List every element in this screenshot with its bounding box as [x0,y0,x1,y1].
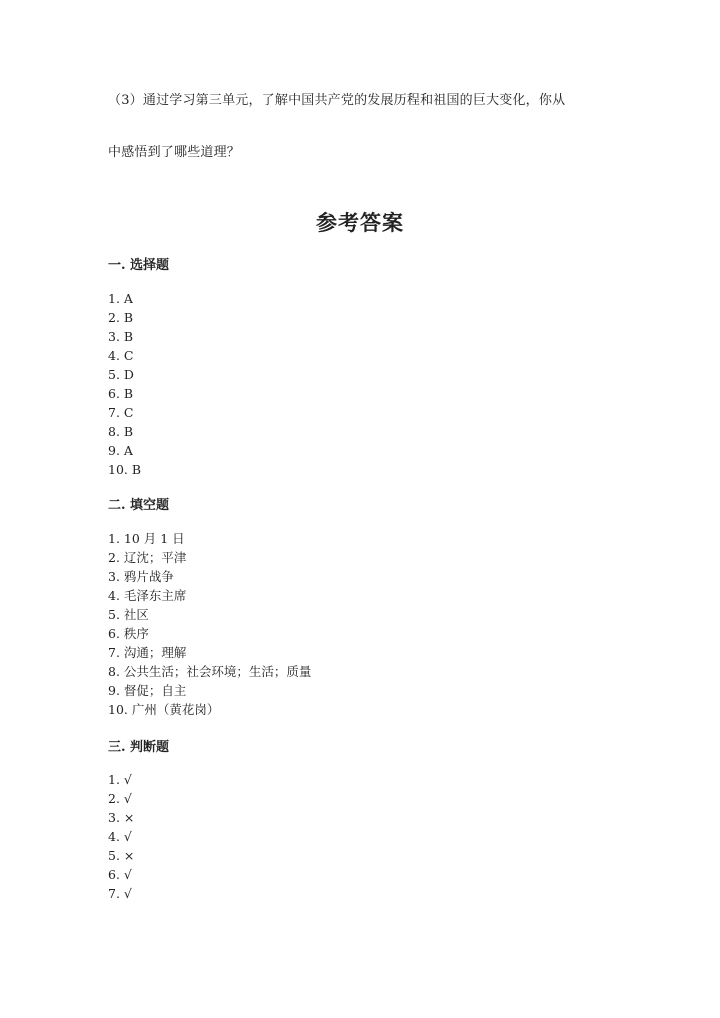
answer-item [108,643,311,662]
answer-item [108,681,311,700]
answer-item [108,422,141,441]
answer-item-number: 7. [108,405,124,420]
answer-item-value: B [123,310,134,325]
answer-item-number: 5. [108,607,124,622]
answer-item-number: 6. [108,626,124,641]
answer-item-number: 7. [108,645,124,660]
answer-item [108,403,141,422]
answer-item-value: B [123,329,134,344]
answer-item [108,605,311,624]
answer-item-number: 1. [108,531,124,546]
answer-item-value: B [131,462,142,477]
answer-item-number: 7. [108,886,124,901]
answer-item-value: B [123,386,134,401]
answer-item [108,327,141,346]
answer-item-value: 广州（黄花岗） [131,702,220,717]
answer-item-value: √ [123,886,132,901]
answer-item-number: 10. [108,702,132,717]
answer-item [108,567,311,586]
answer-item [108,789,134,808]
answer-item-number: 6. [108,867,124,882]
section-heading-choice: 一. 选择题 [108,258,170,273]
answer-item [108,289,141,308]
answer-item [108,460,141,479]
answer-item [108,308,141,327]
answer-item-number: 2. [108,310,124,325]
answer-list-fill-blank [108,529,311,719]
answer-item-number: 5. [108,848,124,863]
answer-item [108,346,141,365]
answer-item-number: 1. [108,291,124,306]
answer-item [108,846,134,865]
answer-item-value: C [123,348,134,363]
answer-item-number: 9. [108,683,124,698]
answer-item [108,624,311,643]
answer-item-number: 4. [108,829,124,844]
section-heading-true-false: 三. 判断题 [108,740,170,755]
answer-item-number: 6. [108,386,124,401]
answer-item-value: 毛泽东主席 [123,588,187,603]
answer-item-value: 公共生活；社会环境；生活；质量 [123,664,312,679]
section-heading-fill-blank: 二. 填空题 [108,498,170,513]
answer-item-value: A [123,291,133,306]
answer-item [108,548,311,567]
answer-item-value: √ [123,772,132,787]
answer-item-value: A [123,443,133,458]
answer-list-choice [108,289,141,479]
answer-item-value: 鸦片战争 [123,569,174,584]
answer-item [108,365,141,384]
answer-key-title: 参考答案 [316,210,404,235]
question-text-line-1: （3）通过学习第三单元，了解中国共产党的发展历程和祖国的巨大变化，你从 [108,93,566,108]
answer-item-number: 10. [108,462,132,477]
answer-list-true-false [108,770,134,903]
answer-item-number: 4. [108,348,124,363]
answer-item [108,884,134,903]
answer-item-number: 4. [108,588,124,603]
answer-item-value: 沟通；理解 [123,645,187,660]
answer-item-number: 1. [108,772,124,787]
answer-item-number: 3. [108,569,124,584]
answer-item [108,441,141,460]
answer-item-number: 3. [108,810,124,825]
answer-item-value: C [123,405,134,420]
answer-item-value: 督促；自主 [123,683,187,698]
answer-item [108,770,134,789]
answer-item [108,586,311,605]
answer-item-value: × [123,810,135,825]
answer-item-value: × [123,848,135,863]
answer-item-value: √ [123,791,132,806]
answer-item-number: 5. [108,367,124,382]
answer-item [108,865,134,884]
answer-item-value: √ [123,829,132,844]
answer-item [108,662,311,681]
answer-item-value: √ [123,867,132,882]
answer-item-value: D [123,367,134,382]
question-text-line-2: 中感悟到了哪些道理？ [108,145,241,160]
answer-item-value: 社区 [123,607,149,622]
answer-item [108,529,311,548]
answer-item [108,808,134,827]
answer-item [108,700,311,719]
answer-item-number: 8. [108,424,124,439]
answer-item-number: 2. [108,791,124,806]
answer-item-value: 秩序 [123,626,149,641]
answer-item-number: 2. [108,550,124,565]
answer-item-value: B [123,424,134,439]
answer-item-number: 8. [108,664,124,679]
answer-item-number: 3. [108,329,124,344]
answer-item [108,827,134,846]
answer-item-value: 10 月 1 日 [123,531,185,546]
answer-item [108,384,141,403]
answer-item-number: 9. [108,443,124,458]
answer-item-value: 辽沈；平津 [123,550,187,565]
